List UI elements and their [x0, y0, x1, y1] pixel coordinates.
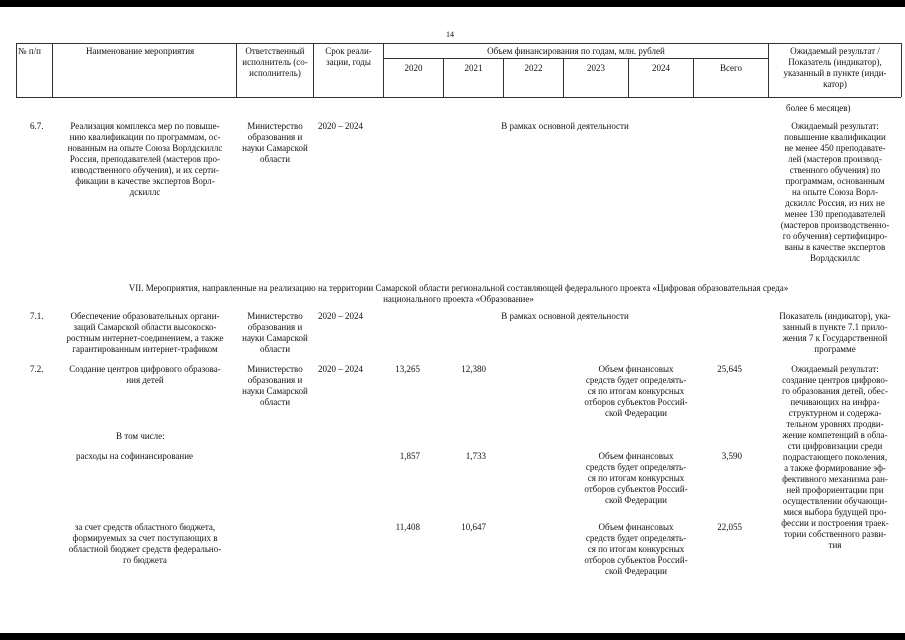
row-number: 7.2.	[30, 364, 44, 374]
value-total: 3,590	[721, 451, 742, 461]
carry-over-text: более 6 месяцев)	[786, 103, 851, 113]
row-name: Обеспечение образовательных органи- заций Самарской области высокоско- ростным интернет-соединением, а также гарантированным интернет-трафиком	[66, 311, 224, 354]
col-divider	[901, 43, 902, 97]
value-2020: 13,265	[395, 364, 420, 374]
header-year-2020: 2020	[404, 63, 423, 73]
including-label: В том числе:	[116, 431, 165, 441]
value-total: 22,055	[717, 522, 742, 532]
value-2021: 1,733	[465, 451, 486, 461]
header-name: Наименование мероприятия	[86, 46, 195, 56]
value-2020: 1,857	[399, 451, 420, 461]
header-funding: Объем финансирования по годам, млн. рублей	[487, 46, 665, 56]
row-term: 2020 – 2024	[318, 311, 363, 321]
row-result: Показатель (индикатор), ука- занный в пункте 7.1 прило- жения 7 к Государственной программе	[779, 311, 891, 354]
page-number: 14	[446, 30, 454, 39]
section-heading: VII. Мероприятия, направленные на реализацию на территории Самарской области региональной составляющей федерального проекта «Цифровая образовательная среда» национального проекта «Образование»	[128, 283, 789, 304]
value-2021: 12,380	[461, 364, 486, 374]
row-term: 2020 – 2024	[318, 121, 363, 131]
header-term: Срок реали- зации, годы	[325, 46, 372, 67]
value-2021: 10,647	[461, 522, 486, 532]
row-name: Создание центров цифрового образова- ния детей	[69, 364, 221, 385]
row-result: Ожидаемый результат: повышение квалификации не менее 450 преподавате- лей (мастеров производ- ственного обучения) по программам, основанным на опыте Союза Ворл- дскиллс Россия, из них не менее 130 преподавателей (мастеров производственно- го обучения) сертифициро- ваны в качестве экспертов Ворлдскиллс	[780, 121, 890, 263]
top-border	[0, 0, 905, 7]
value-2020: 11,408	[395, 522, 420, 532]
value-total: 25,645	[717, 364, 742, 374]
row-executor: Министерство образования и науки Самарской области	[242, 364, 308, 407]
sub-row-name: расходы на софинансирование	[76, 451, 194, 461]
funding-note: Объем финансовых средств будет определять- ся по итогам конкурсных отборов субъектов Россий- ской Федерации	[584, 451, 688, 505]
header-year-2022: 2022	[524, 63, 543, 73]
header-total: Всего	[719, 63, 743, 73]
col-divider	[52, 43, 53, 97]
col-divider	[16, 43, 17, 97]
header-subrule	[383, 58, 768, 59]
row-executor: Министерство образования и науки Самарской области	[242, 121, 308, 164]
header-executor: Ответственный исполнитель (со- исполнитель)	[242, 46, 308, 78]
row-executor: Министерство образования и науки Самарской области	[242, 311, 308, 354]
header-bottom-rule	[16, 97, 901, 98]
header-year-2023: 2023	[587, 63, 605, 73]
row-funding: В рамках основной деятельности	[501, 311, 629, 321]
header-year-2024: 2024	[652, 63, 670, 73]
row-number: 6.7.	[30, 121, 44, 131]
funding-note: Объем финансовых средств будет определять- ся по итогам конкурсных отборов субъектов Россий- ской Федерации	[584, 364, 688, 418]
header-year-2021: 2021	[464, 63, 483, 73]
row-name: Реализация комплекса мер по повыше- нию квалификации по программам, ос- нованным на опыте Союза Ворлдскиллс Россия, преподавателей (мастеров про- изводственного обучения), и их серти- фикации в качестве экспертов Ворл- дскиллс	[67, 121, 223, 197]
funding-note: Объем финансовых средств будет определять- ся по итогам конкурсных отборов субъектов Россий- ской Федерации	[584, 522, 688, 576]
row-number: 7.1.	[30, 311, 44, 321]
row-term: 2020 – 2024	[318, 364, 363, 374]
row-result: Ожидаемый результат: создание центров цифрово- го образования детей, обес- печивающих на инфра- структурном и содержа- тельном уровнях продви- жение компетенций в обла- сти цифровизации среди подрастающего поколения, а также формирование эф- фективного механизма ран- ней профориентации при осуществлении обучающи- мися выбора будущей про- фессии и построения траек- тории собственного разви- тия	[781, 364, 889, 550]
header-num: № п/п	[18, 46, 41, 56]
bottom-border	[0, 633, 905, 640]
row-funding: В рамках основной деятельности	[501, 121, 629, 131]
header-result: Ожидаемый результат / Показатель (индикатор), указанный в пункте (инди- катор)	[783, 46, 887, 89]
sub-row-name: за счет средств областного бюджета, формируемых за счет поступающих в областной бюджет средств федерально- го бюджета	[68, 522, 222, 565]
